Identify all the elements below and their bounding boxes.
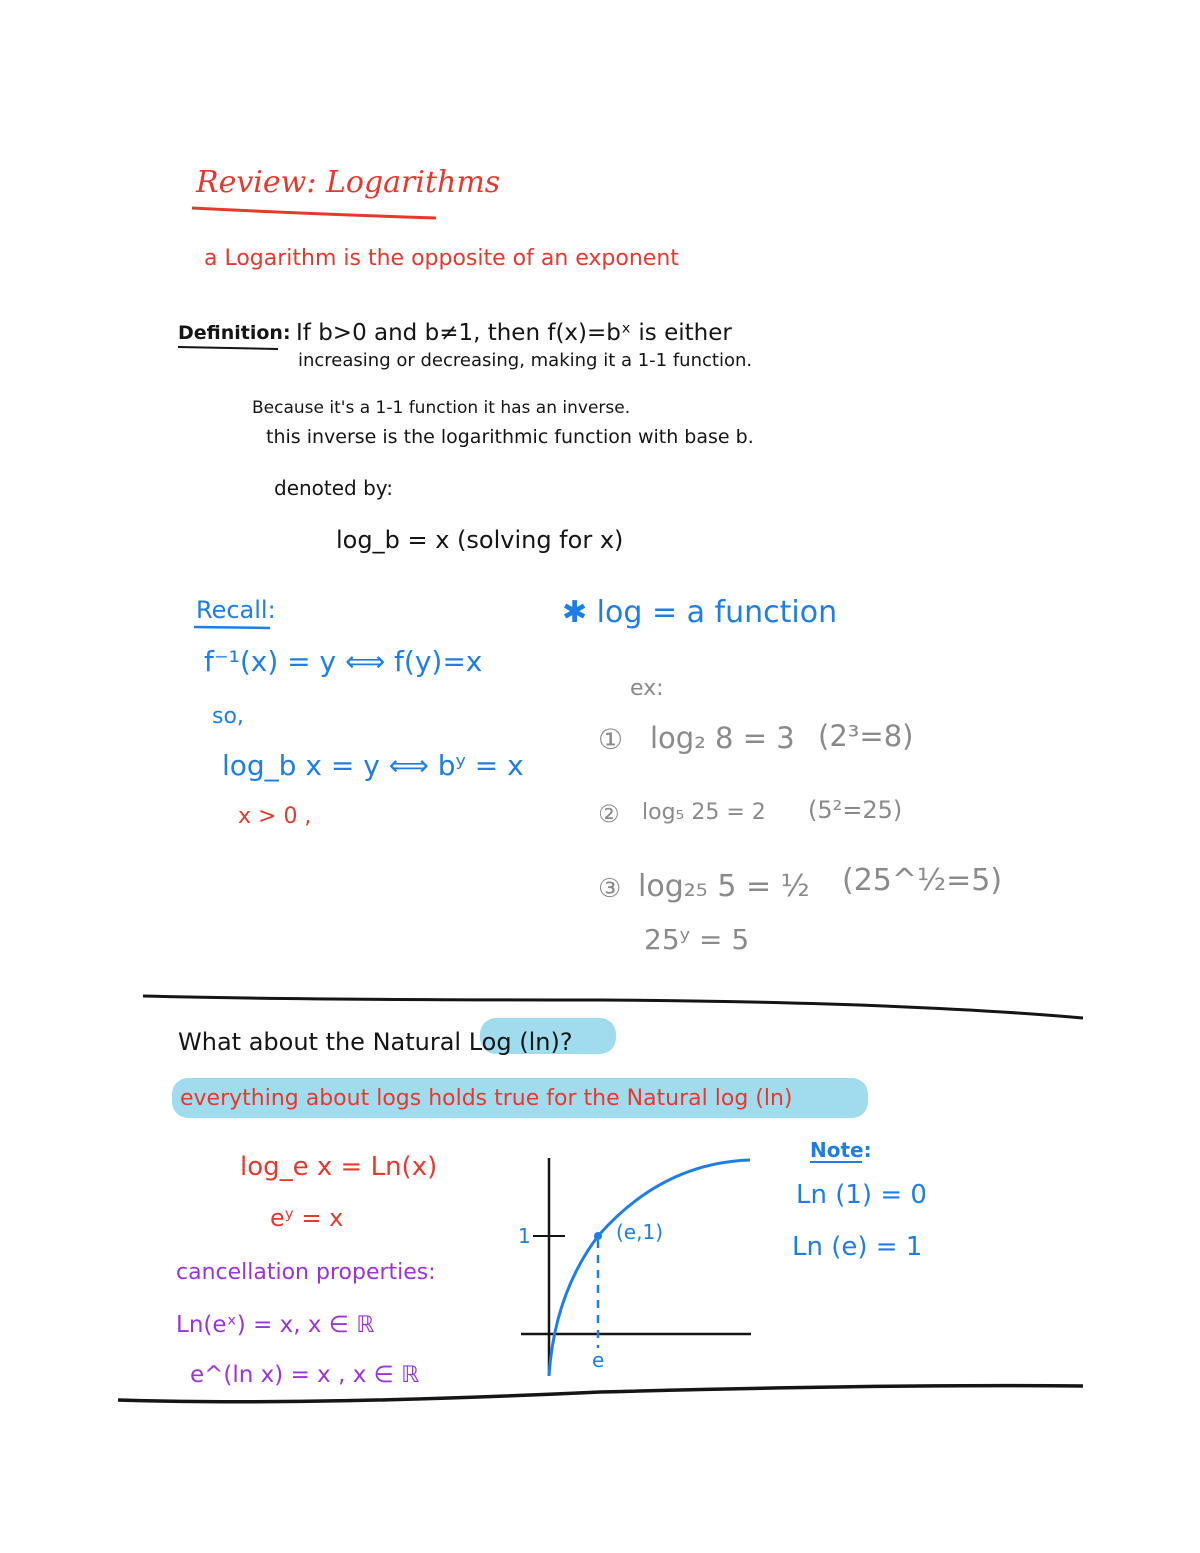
intro-text: a Logarithm is the opposite of an exponent <box>204 246 679 271</box>
example-3-work: 25ʸ = 5 <box>644 923 750 956</box>
definition-line2: increasing or decreasing, making it a 1-1 function. <box>298 350 753 371</box>
recall-so: so, <box>212 704 244 729</box>
recall-underline <box>194 627 270 628</box>
definition-line1: If b>0 and b≠1, then f(x)=bˣ is either <box>296 320 732 346</box>
note-label: Note: <box>810 1138 872 1162</box>
definition-label: Definition: <box>178 322 291 344</box>
because-line1: Because it's a 1-1 function it has an inverse. <box>252 398 631 418</box>
natural-log-question: What about the Natural Log (ln)? <box>178 1028 573 1056</box>
cancellation-label: cancellation properties: <box>176 1260 436 1285</box>
graph-x-tick-label: e <box>592 1348 605 1372</box>
log-function-note: ✱ log = a function <box>562 595 838 630</box>
natural-log-eq2: eʸ = x <box>270 1204 344 1232</box>
ln-curve <box>549 1160 750 1376</box>
recall-line1: f⁻¹(x) = y ⟺ f(y)=x <box>204 645 483 678</box>
example-2-lhs: log₅ 25 = 2 <box>642 800 766 825</box>
natural-log-eq1: log_e x = Ln(x) <box>240 1152 438 1182</box>
example-1-rhs: (2³=8) <box>818 719 914 753</box>
recall-line2: log_b x = y ⟺ bʸ = x <box>222 749 524 782</box>
section-divider-bottom <box>118 1386 1083 1402</box>
graph-point-label: (e,1) <box>616 1220 663 1244</box>
examples-label: ex: <box>630 676 664 701</box>
note-line1: Ln (1) = 0 <box>796 1180 927 1210</box>
section-divider-top <box>143 996 1083 1018</box>
point-e-1 <box>594 1232 602 1240</box>
cancellation-1: Ln(eˣ) = x, x ∈ ℝ <box>176 1312 375 1338</box>
example-3-rhs: (25^½=5) <box>842 863 1003 898</box>
graph-y-tick-label: 1 <box>518 1224 531 1248</box>
definition-underline <box>178 347 278 349</box>
recall-condition: x > 0 , <box>238 804 312 829</box>
title-underline <box>192 208 436 218</box>
example-1-num: ① <box>598 723 624 756</box>
natural-log-statement: everything about logs holds true for the Natural log (ln) <box>180 1086 793 1111</box>
recall-label: Recall: <box>196 596 276 624</box>
example-1-lhs: log₂ 8 = 3 <box>650 721 795 755</box>
example-2-rhs: (5²=25) <box>808 796 903 824</box>
because-line2: this inverse is the logarithmic function with base b. <box>266 426 754 448</box>
ln-graph <box>521 1158 751 1376</box>
example-3-lhs: log₂₅ 5 = ½ <box>638 869 810 904</box>
example-2-num: ② <box>598 800 620 828</box>
cancellation-2: e^(ln x) = x , x ∈ ℝ <box>190 1362 420 1388</box>
note-line2: Ln (e) = 1 <box>792 1232 923 1262</box>
page-title: Review: Logarithms <box>196 165 501 200</box>
denoted-expression: log_b = x (solving for x) <box>336 526 624 554</box>
example-3-num: ③ <box>598 874 622 904</box>
denoted-label: denoted by: <box>274 476 393 500</box>
